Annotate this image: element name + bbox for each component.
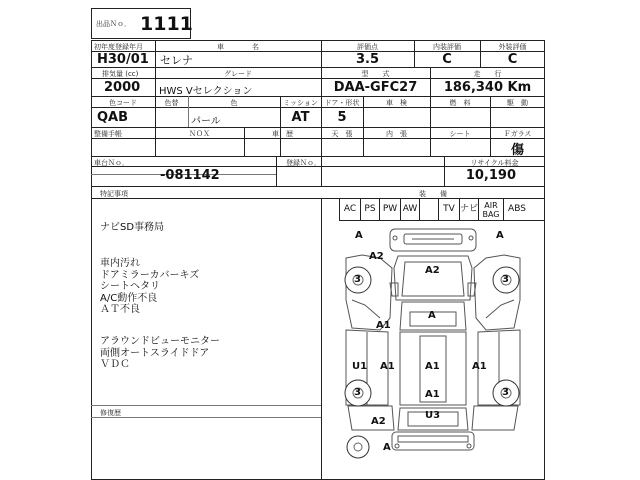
lot-number-box bbox=[91, 8, 191, 39]
damage-mark-back-door: U3 bbox=[425, 410, 441, 421]
remark-item: アラウンドビューモニター bbox=[100, 336, 220, 347]
recycle-value: 10,190 bbox=[465, 168, 516, 183]
equipment-airbag: AIR BAG bbox=[478, 199, 503, 220]
mileage-label: 走 行 bbox=[473, 70, 502, 78]
damage-mark-left-front-door: A1 bbox=[376, 320, 391, 331]
score-label: 評価点 bbox=[357, 43, 378, 51]
repair-book-label: 整備手帳 bbox=[94, 130, 122, 138]
chassis-label: 車台Ｎｏ． bbox=[94, 159, 129, 167]
grade-value: HWS Vセレクション bbox=[159, 86, 253, 97]
remark-item: ＡＴ不良 bbox=[100, 304, 140, 315]
exterior-grade-label: 外装評価 bbox=[498, 43, 527, 51]
displacement-label: 排気量 (cc) bbox=[102, 70, 139, 78]
displacement-value: 2000 bbox=[104, 80, 141, 95]
remark-item: 両側オートスライドドア bbox=[100, 347, 210, 359]
damage-mark-left-front-wheel: 3 bbox=[354, 274, 361, 285]
lot-number: 1111 bbox=[140, 13, 193, 35]
car-name-value: セレナ bbox=[160, 54, 193, 67]
remarks-block-3 bbox=[100, 336, 220, 371]
equipment-row bbox=[339, 198, 545, 221]
lot-number-label: 出品Ｎｏ． bbox=[96, 20, 131, 28]
equipment-abs: ABS bbox=[503, 199, 530, 220]
equipment-blank bbox=[419, 199, 438, 220]
first-reg-value: H30/01 bbox=[97, 52, 149, 67]
damage-mark-left-rear-a: A1 bbox=[380, 361, 395, 372]
interior-grade-value: C bbox=[442, 52, 452, 67]
drive-label: 駆 動 bbox=[507, 99, 528, 107]
front-glass-label: Ｆガラス bbox=[503, 130, 532, 138]
grade-label: グレード bbox=[224, 70, 252, 78]
color-label: 色 bbox=[230, 99, 238, 107]
color-change-label: 色替 bbox=[164, 99, 179, 107]
damage-mark-rear-panel: A1 bbox=[425, 389, 440, 400]
damage-mark-right-rear-wheel: 3 bbox=[502, 387, 509, 398]
color-code-label: 色コード bbox=[109, 99, 137, 107]
front-glass-value: 傷 bbox=[510, 143, 524, 158]
damage-mark-roof-center: A bbox=[428, 310, 436, 321]
model-label: 型 式 bbox=[361, 70, 390, 78]
equipment-ac: AC bbox=[343, 204, 357, 214]
chassis-value: -081142 bbox=[160, 168, 220, 183]
equipment-ps: PS bbox=[360, 199, 379, 220]
car-damage-diagram bbox=[321, 221, 545, 480]
damage-mark-left-front-fender: A2 bbox=[369, 251, 384, 262]
color-code-value: QAB bbox=[97, 110, 129, 125]
damage-mark-left-rear-u: U1 bbox=[352, 361, 368, 372]
exterior-grade-value: C bbox=[507, 52, 518, 67]
repair-history-label: 修復歴 bbox=[100, 409, 121, 417]
damage-mark-rear-bumper: A bbox=[383, 442, 391, 453]
damage-mark-right-rear-door: A1 bbox=[472, 361, 487, 372]
history-label: 車 歴 bbox=[272, 130, 293, 138]
interior-trim-label: 内 張 bbox=[386, 130, 407, 138]
remarks-label: 特記事項 bbox=[100, 190, 128, 198]
equipment-pw: PW bbox=[379, 199, 400, 220]
color-value: パール bbox=[191, 116, 221, 127]
remark-item: ＶＤＣ bbox=[100, 359, 130, 370]
damage-mark-left-rear-wheel: 3 bbox=[354, 387, 361, 398]
damage-mark-right-front-wheel: 3 bbox=[502, 274, 509, 285]
equipment-navi: ナビ bbox=[459, 199, 478, 220]
remark-item: ドアミラーカバーキズ bbox=[100, 269, 200, 281]
inspection-label: 車 検 bbox=[386, 99, 407, 107]
recycle-label: リサイクル料金 bbox=[470, 159, 519, 167]
equipment-tv: TV bbox=[438, 199, 459, 220]
doors-value: 5 bbox=[337, 110, 347, 125]
doors-label: ドア・形状 bbox=[324, 99, 360, 107]
damage-mark-roof-front: A2 bbox=[425, 265, 440, 276]
damage-mark-left-rear-quarter: A2 bbox=[371, 416, 386, 427]
car-name-label: 車 名 bbox=[217, 43, 259, 51]
remark-item: 車内汚れ bbox=[100, 258, 140, 269]
remarks-line-1: ナビSD事務局 bbox=[100, 222, 165, 233]
model-value: DAA-GFC27 bbox=[333, 80, 418, 95]
mission-label: ミッション bbox=[283, 99, 318, 107]
score-value: 3.5 bbox=[355, 52, 380, 67]
mileage-value: 186,340 Km bbox=[443, 80, 532, 95]
awning-label: 天 張 bbox=[331, 130, 353, 138]
damage-mark-roof-rear: A1 bbox=[425, 361, 440, 372]
damage-mark-front-right-corner: A bbox=[496, 230, 504, 241]
remarks-block-2 bbox=[100, 258, 199, 316]
equipment-aw: AW bbox=[400, 199, 419, 220]
nox-label: ＮＯＸ bbox=[189, 130, 210, 138]
damage-mark-front-left-corner: A bbox=[355, 230, 363, 241]
remark-item: シートヘタリ bbox=[100, 281, 160, 292]
interior-grade-label: 内装評価 bbox=[433, 43, 461, 51]
remark-item: A/C動作不良 bbox=[100, 292, 158, 304]
equipment-label: 装 備 bbox=[419, 190, 447, 198]
seat-label: シート bbox=[449, 130, 471, 138]
mission-value: AT bbox=[291, 110, 310, 125]
first-reg-label: 初年度登録年月 bbox=[94, 43, 143, 51]
reg-label: 登録Ｎｏ． bbox=[286, 159, 321, 167]
fuel-label: 燃 料 bbox=[449, 99, 471, 107]
